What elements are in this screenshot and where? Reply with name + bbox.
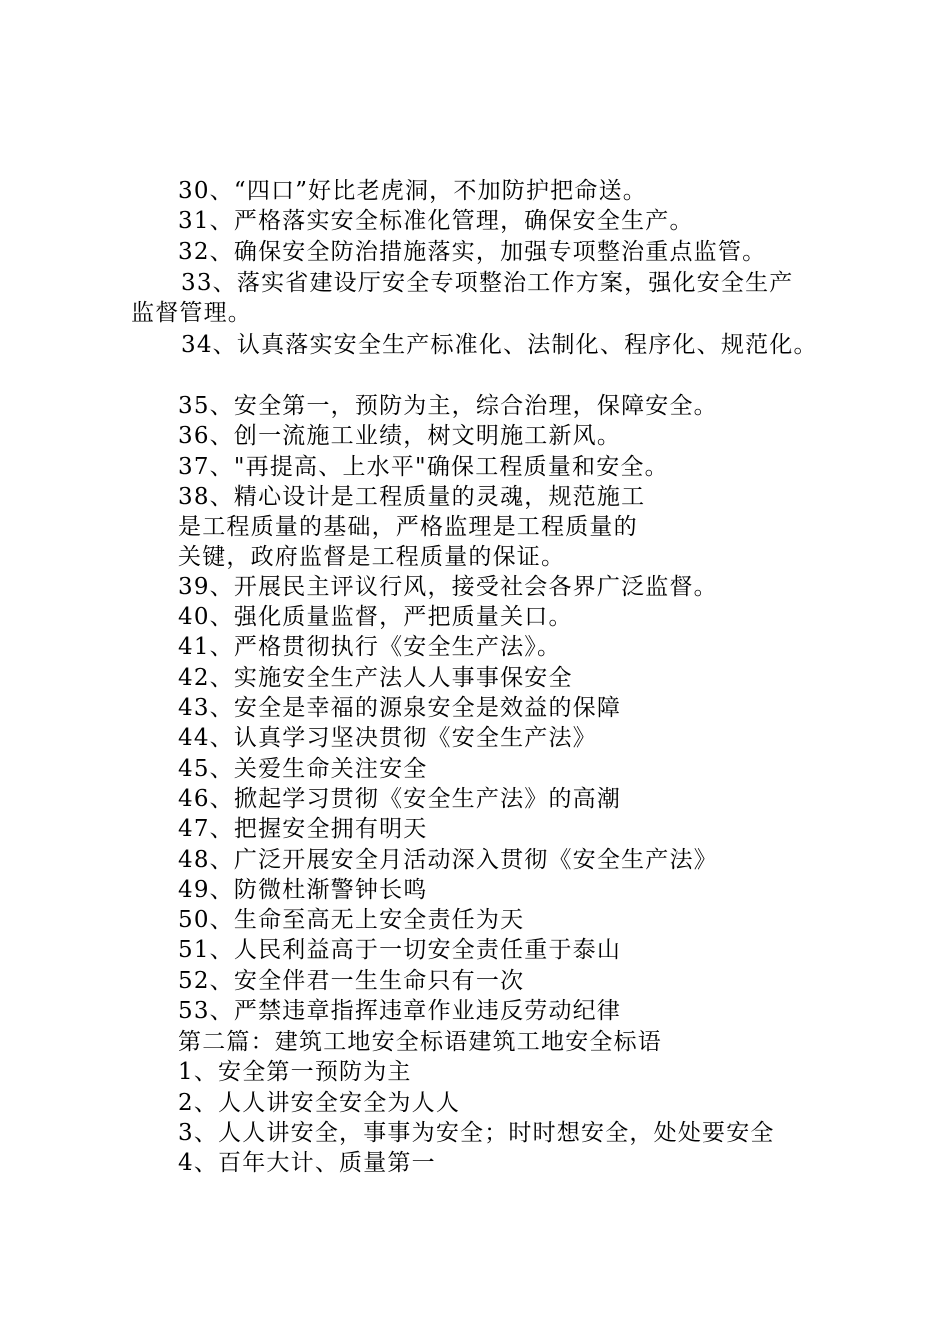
text-line: 37、"再提高、上水平"确保工程质量和安全。 (178, 454, 669, 480)
text-line: 53、严禁违章指挥违章作业违反劳动纪律 (178, 998, 622, 1024)
text-line: 是工程质量的基础，严格监理是工程质量的 (178, 514, 638, 540)
text-line: 52、安全伴君一生生命只有一次 (178, 968, 525, 994)
text-line: 45、关爱生命关注安全 (178, 756, 428, 782)
text-line: 监督管理。 (131, 300, 252, 326)
text-line: 36、创一流施工业绩，树文明施工新风。 (178, 423, 622, 449)
text-line: 43、安全是幸福的源泉安全是效益的保障 (178, 695, 622, 721)
text-line: 47、把握安全拥有明天 (178, 816, 428, 842)
text-line: 44、认真学习坚决贯彻《安全生产法》 (178, 725, 597, 751)
text-line: 51、人民利益高于一切安全责任重于泰山 (178, 937, 622, 963)
text-line: 39、开展民主评议行风，接受社会各界广泛监督。 (178, 574, 718, 600)
text-line: 34、认真落实安全生产标准化、法制化、程序化、规范化。 (181, 332, 818, 358)
text-line: 关键，政府监督是工程质量的保证。 (178, 544, 566, 570)
text-line: 49、防微杜渐警钟长鸣 (178, 877, 428, 903)
text-line: 2、人人讲安全安全为人人 (178, 1090, 461, 1116)
text-line: 3、人人讲安全，事事为安全；时时想安全，处处要安全 (178, 1120, 775, 1146)
text-line: 48、广泛开展安全月活动深入贯彻《安全生产法》 (178, 847, 718, 873)
text-line: 46、掀起学习贯彻《安全生产法》的高潮 (178, 786, 622, 812)
text-line: 50、生命至高无上安全责任为天 (178, 907, 525, 933)
text-line: 31、严格落实安全标准化管理，确保安全生产。 (178, 208, 694, 234)
section-heading: 第二篇：建筑工地安全标语建筑工地安全标语 (178, 1029, 662, 1055)
text-line: 42、实施安全生产法人人事事保安全 (178, 665, 573, 691)
text-line: 4、百年大计、质量第一 (178, 1150, 436, 1176)
text-line: 40、强化质量监督，严把质量关口。 (178, 604, 573, 630)
text-line: 1、安全第一预防为主 (178, 1059, 412, 1085)
text-line: 35、安全第一，预防为主，综合治理，保障安全。 (178, 393, 718, 419)
text-line: 33、落实省建设厅安全专项整治工作方案，强化安全生产 (181, 270, 794, 296)
text-line: 30、“四口”好比老虎洞，不加防护把命送。 (178, 178, 647, 204)
text-line: 41、严格贯彻执行《安全生产法》。 (178, 634, 562, 660)
text-line: 38、精心设计是工程质量的灵魂，规范施工 (178, 484, 646, 510)
text-line: 32、确保安全防治措施落实，加强专项整治重点监管。 (178, 239, 767, 265)
